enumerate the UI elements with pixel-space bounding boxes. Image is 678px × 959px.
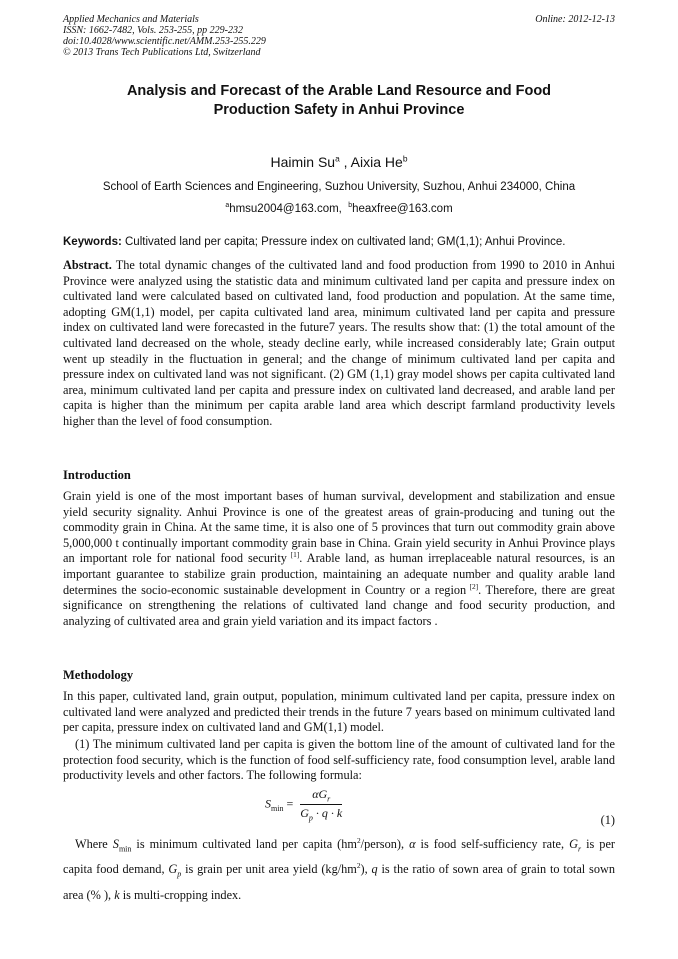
intro-text-1: Grain yield is one of the most important bases of human survival, development and stabilization and ensue yield security signality. Anhui Province is one of the greatest areas of grain-producing and tuning out the commodity grain in China. At the same time, it is also one of 5 provinces that turn out commodity grain above 5,000,000 t continually important commodity grain base in China. Grain yield security in Anhui Province plays an important role for national food security	[63, 489, 615, 566]
var-q: q	[371, 862, 378, 877]
citation-2[interactable]: [2]	[466, 581, 479, 591]
title-line-2: Production Safety in Anhui Province	[213, 102, 465, 118]
email-1-marker: a	[225, 202, 230, 210]
paper-title	[63, 82, 615, 120]
introduction-heading: Introduction	[63, 468, 131, 482]
var-k: k	[114, 887, 120, 902]
formula-denominator	[300, 805, 342, 822]
methodology-paragraph-1: In this paper, cultivated land, grain output, population, minimum cultivated land per capita, pressure index on cultivated land were analyzed and predicted their trends in the future 7 years based on minimum cultivated land per capita, pressure index on cultivated land and GM(1,1) model.	[63, 689, 615, 735]
formula-den-rest: · q · k	[312, 806, 343, 821]
journal-name: Applied Mechanics and Materials	[63, 14, 199, 25]
equation-1	[265, 787, 342, 823]
methodology-heading: Methodology	[63, 668, 134, 682]
var-gp-sub: p	[177, 869, 182, 879]
equation-number: (1)	[600, 813, 615, 827]
var-gr-sub: r	[577, 844, 582, 854]
keywords-text: Cultivated land per capita; Pressure index on cultivated land; GM(1,1); Anhui Province.	[125, 236, 566, 248]
formula-lhs: S	[265, 796, 271, 811]
citation-1[interactable]: [1]	[286, 550, 300, 560]
affiliation: School of Earth Sciences and Engineering, Suzhou University, Suzhou, Anhui 234000, China	[102, 181, 576, 193]
formula-den-text: G	[300, 806, 309, 821]
formula-num-sub: r	[327, 794, 331, 804]
methodology-paragraph-2: (1) The minimum cultivated land per capita is given the bottom line of the amount of cultivated land for the protection food security, which is the function of food self-sufficiency rate, food consumption level, arable land productivity levels and other factors. The following formula:	[63, 737, 615, 783]
var-alpha: α	[409, 837, 416, 851]
formula-lhs-sub: min	[271, 804, 284, 814]
email-2[interactable]: heaxfree@163.com	[352, 203, 453, 215]
doi-line: doi:10.4028/www.scientific.net/AMM.253-255.229	[63, 36, 266, 47]
author-2-affil: b	[402, 153, 408, 164]
intro-text-3: . Therefore, there are great significance on strengthening the relations of cultivated land change and food security production, and analyzing of cultivated area and grain yield variation and its impact factors .	[63, 582, 615, 628]
email-1[interactable]: hmsu2004@163.com,	[229, 203, 342, 215]
online-date: Online: 2012-12-13	[535, 14, 615, 25]
var-s: S	[112, 837, 119, 851]
keywords-label: Keywords:	[63, 236, 122, 248]
abstract	[63, 258, 615, 430]
issn-line: ISSN: 1662-7482, Vols. 253-255, pp 229-232	[63, 25, 243, 36]
variable-definitions	[63, 834, 615, 905]
copyright-line: © 2013 Trans Tech Publications Ltd, Switzerland	[63, 47, 261, 58]
email-2-marker: b	[348, 202, 353, 210]
introduction-paragraph	[63, 489, 615, 629]
author-emails	[63, 203, 615, 215]
where-9: is multi-cropping index.	[119, 887, 242, 902]
formula-numerator	[300, 787, 342, 805]
where-2-sup: 2	[356, 835, 361, 845]
where-1: Where	[75, 837, 113, 851]
formula-num-text: αG	[312, 787, 328, 801]
author-1: Haimin Su	[270, 154, 336, 170]
abstract-text: The total dynamic changes of the cultivated land and food production from 1990 to 2010 in Anhui Province were analyzed using the statistic data and minimum cultivated land per capita and pressure index on cultivated land were calculated based on cultivated land, food production and population. At the same time, adopting GM(1,1) model, per capita cultivated land area, minimum cultivated land per capita and pressure index on cultivated land were forecasted in the future7 years. The results show that: (1) the total amount of the cultivated land decreased on the whole, steady decline early, while increased considerably late; Grain output went up steadily in the fluctuation in general; and the change of minimum cultivated land per capita and pressure index on cultivated land was not significant. (2) GM (1,1) gray model shows per capita cultivated land area, minimum cultivated land per capita and pressure index on cultivated land decreased, and arable land per capita is higher than the minimum per capita arable land area which descript farmland productivity levels higher than the level of food consumption.	[63, 258, 616, 428]
where-8: is the ratio of sown area of grain to total sown area (% ),	[63, 862, 615, 902]
where-3: /person),	[360, 837, 410, 851]
where-6: is grain per unit area yield (kg/hm	[181, 862, 357, 877]
where-4: is food self-sufficiency rate,	[415, 837, 565, 851]
keywords	[63, 236, 615, 248]
authors	[63, 154, 615, 170]
var-gp: G	[168, 862, 178, 877]
author-separator: ,	[339, 154, 351, 170]
title-line-1: Analysis and Forecast of the Arable Land Resource and Food	[126, 83, 552, 99]
abstract-label: Abstract.	[63, 258, 112, 272]
where-7: ),	[360, 862, 372, 877]
running-header	[63, 14, 266, 58]
formula-equals: =	[283, 796, 297, 811]
where-2: is minimum cultivated land per capita (hm	[131, 837, 357, 851]
formula-den-sub: p	[308, 813, 313, 823]
author-1-affil: a	[335, 153, 340, 164]
author-2: Aixia He	[350, 154, 403, 170]
var-gr: G	[569, 837, 578, 851]
formula-fraction	[300, 787, 342, 823]
where-5: is per capita food demand,	[63, 837, 616, 877]
var-s-sub: min	[118, 844, 132, 854]
intro-text-2: . Arable land, as human irreplaceable natural resources, is an important guarantee to stabilize grain production, maintaining an adequate number and quality arable land determines the socio-economic sustainable development in Country or a region	[63, 551, 615, 597]
where-6-sup: 2	[356, 861, 361, 871]
